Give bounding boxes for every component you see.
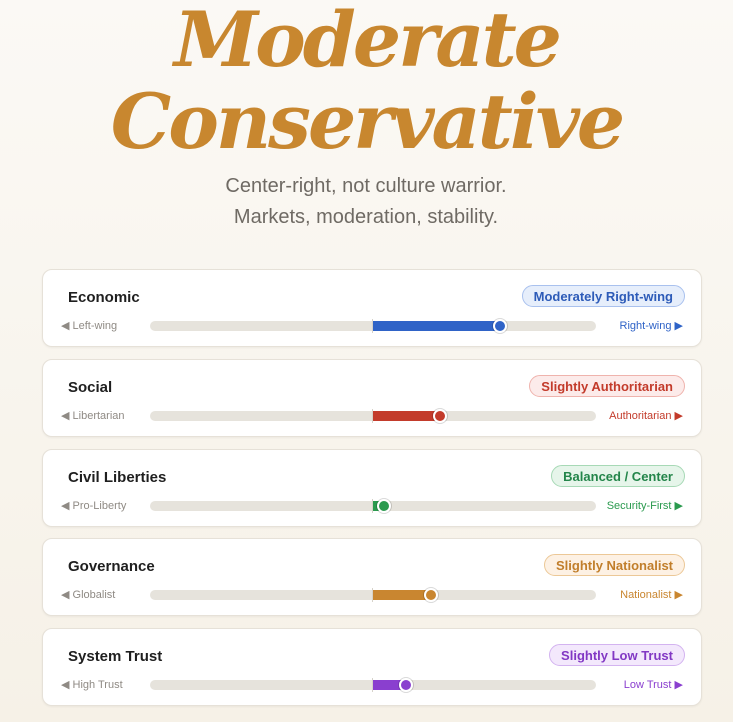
axis-title: System Trust: [68, 648, 163, 665]
axis-right-label: Low Trust ▶: [623, 679, 683, 691]
axis-slider-track: [150, 680, 596, 690]
axis-slider-knob: [493, 319, 507, 333]
axis-slider-track: [150, 321, 596, 331]
axis-title: Economic: [68, 289, 140, 306]
axis-left-label: ◀ Globalist: [61, 589, 116, 601]
page-title-line1: Moderate: [173, 0, 560, 84]
axis-card-civil-liberties: [42, 449, 702, 527]
axis-slider-track: [150, 501, 596, 511]
page-subtitle: Center-right, not culture warrior. Markets, moderation, stability.: [225, 175, 507, 228]
axis-title: Social: [68, 379, 113, 396]
page-title-line2: Conservative: [110, 77, 623, 166]
axis-right-label: Right-wing ▶: [619, 320, 683, 332]
axis-title: Civil Liberties: [68, 469, 167, 486]
axis-slider-knob: [424, 588, 438, 602]
axis-slider-fill: [373, 321, 500, 331]
axis-slider-knob: [433, 409, 447, 423]
axis-card-economic: [42, 269, 702, 347]
axis-badge: Moderately Right-wing: [522, 285, 685, 307]
axis-left-label: ◀ High Trust: [61, 679, 123, 691]
axis-card-governance: [42, 538, 702, 616]
axis-badge: Slightly Low Trust: [549, 644, 685, 666]
axis-title: Governance: [68, 558, 155, 575]
axis-left-label: ◀ Left-wing: [61, 320, 118, 332]
axis-slider-track: [150, 411, 596, 421]
axis-slider-fill: [373, 411, 440, 421]
axis-slider-knob: [377, 499, 391, 513]
axis-slider-track: [150, 590, 596, 600]
axis-left-label: ◀ Pro-Liberty: [61, 500, 127, 512]
axis-left-label: ◀ Libertarian: [61, 410, 125, 422]
axis-right-label: Authoritarian ▶: [609, 410, 683, 422]
axis-badge: Slightly Authoritarian: [529, 375, 685, 397]
axis-right-label: Nationalist ▶: [620, 589, 683, 601]
axis-slider-fill: [373, 590, 431, 600]
axis-right-label: Security-First ▶: [606, 500, 683, 512]
axis-badge: Slightly Nationalist: [544, 554, 685, 576]
axis-slider-knob: [399, 678, 413, 692]
axis-card-system-trust: [42, 628, 702, 706]
axis-card-social: [42, 359, 702, 437]
axis-badge: Balanced / Center: [551, 465, 685, 487]
